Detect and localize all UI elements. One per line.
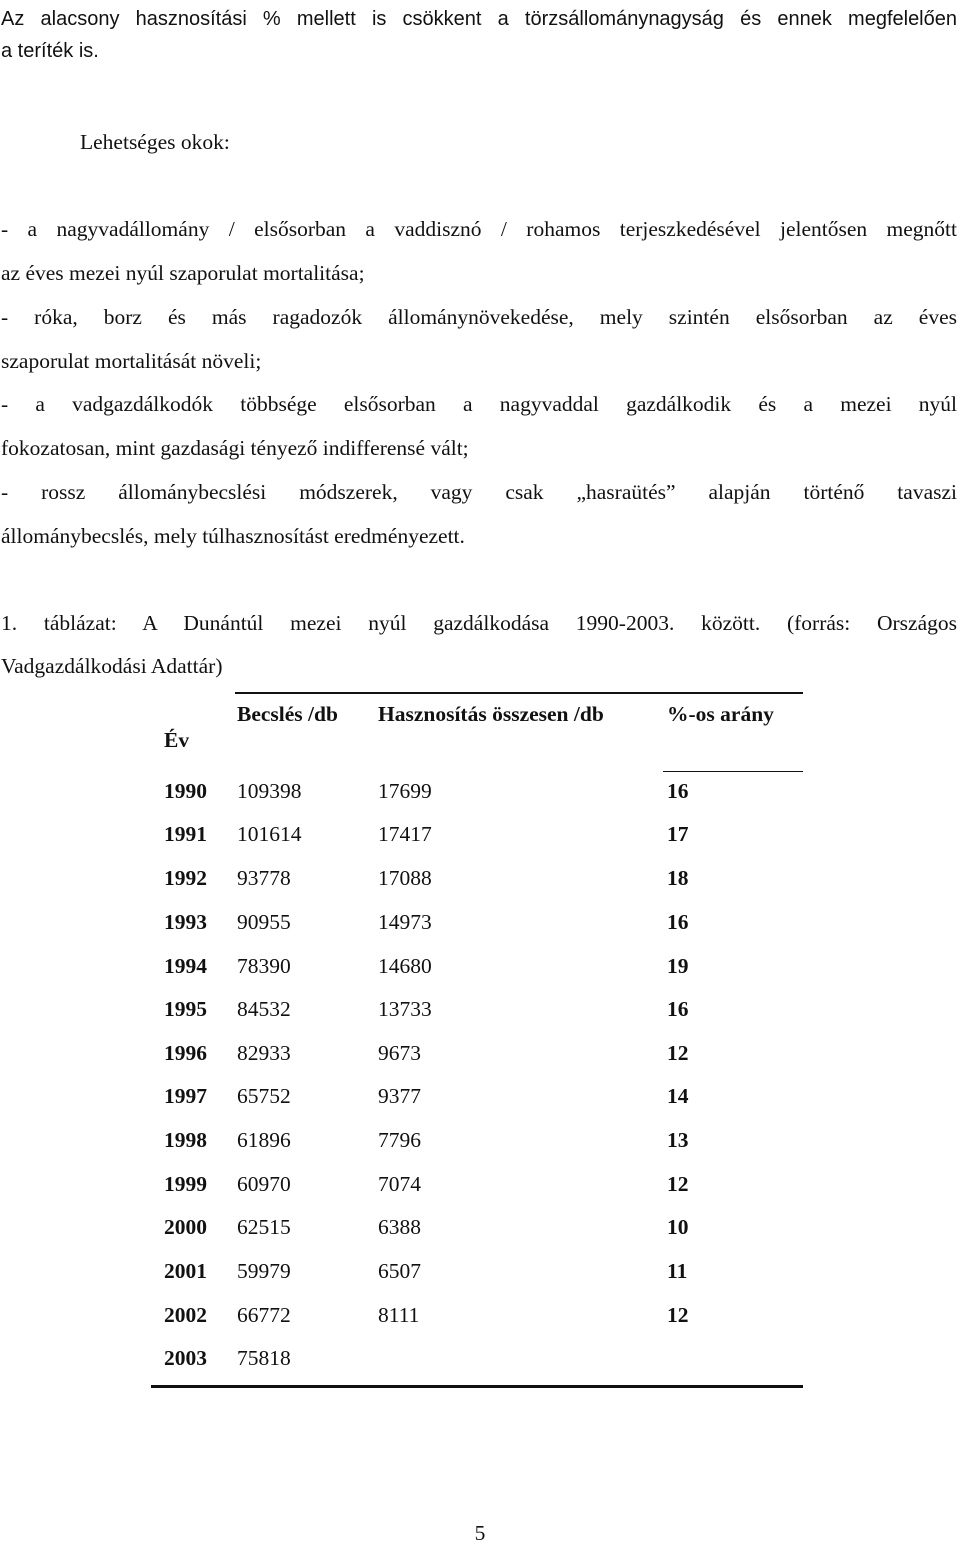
- cell-percent: 11: [667, 1259, 688, 1283]
- cell-year: 2002: [164, 1303, 207, 1327]
- cell-percent: 13: [667, 1128, 689, 1152]
- cell-estimate: 66772: [237, 1303, 291, 1327]
- cell-estimate: 82933: [237, 1041, 291, 1065]
- cell-harvest: 13733: [378, 997, 432, 1021]
- reason-2-line-2: szaporulat mortalitását növeli;: [1, 349, 262, 373]
- reason-4-line-2: állománybecslés, mely túlhasznosítást eredményezett.: [1, 524, 465, 548]
- cell-estimate: 59979: [237, 1259, 291, 1283]
- cell-harvest: 7796: [378, 1128, 421, 1152]
- cell-year: 1993: [164, 910, 207, 934]
- cell-year: 1992: [164, 866, 207, 890]
- cell-harvest: 17417: [378, 822, 432, 846]
- header-year: Év: [164, 728, 190, 752]
- cell-percent: 18: [667, 866, 689, 890]
- cell-percent: 16: [667, 910, 689, 934]
- cell-harvest: 14680: [378, 954, 432, 978]
- cell-estimate: 84532: [237, 997, 291, 1021]
- header-estimate: Becslés /db: [237, 702, 338, 726]
- cell-percent: 14: [667, 1084, 689, 1108]
- reasons-heading: Lehetséges okok:: [80, 130, 230, 154]
- cell-harvest: 7074: [378, 1172, 421, 1196]
- cell-estimate: 65752: [237, 1084, 291, 1108]
- cell-year: 2000: [164, 1215, 207, 1239]
- reason-4-line-1: - rossz állománybecslési módszerek, vagy csak „hasraütés” alapján történő tavaszi: [1, 480, 957, 504]
- cell-percent: 16: [667, 779, 689, 803]
- header-percent: %-os arány: [667, 702, 774, 726]
- reason-2-line-1: - róka, borz és más ragadozók állománynövekedése, mely szintén elsősorban az éves: [1, 305, 957, 329]
- table-caption-line-2: Vadgazdálkodási Adattár): [1, 654, 223, 678]
- cell-year: 1990: [164, 779, 207, 803]
- cell-harvest: 6388: [378, 1215, 421, 1239]
- cell-estimate: 90955: [237, 910, 291, 934]
- cell-harvest: 8111: [378, 1303, 420, 1327]
- cell-year: 1999: [164, 1172, 207, 1196]
- cell-estimate: 109398: [237, 779, 302, 803]
- table-bottom-rule: [151, 1385, 803, 1388]
- cell-estimate: 75818: [237, 1346, 291, 1370]
- cell-year: 1996: [164, 1041, 207, 1065]
- intro-line-1: Az alacsony hasznosítási % mellett is csökkent a törzsállománynagyság és ennek megfelelően: [1, 8, 957, 30]
- reason-3-line-2: fokozatosan, mint gazdasági tényező indifferensé vált;: [1, 436, 469, 460]
- cell-percent: 10: [667, 1215, 689, 1239]
- cell-year: 1994: [164, 954, 207, 978]
- cell-percent: 16: [667, 997, 689, 1021]
- table-caption-line-1: 1. táblázat: A Dunántúl mezei nyúl gazdálkodása 1990-2003. között. (forrás: Országos: [1, 611, 957, 635]
- cell-year: 1991: [164, 822, 207, 846]
- cell-estimate: 60970: [237, 1172, 291, 1196]
- cell-year: 1997: [164, 1084, 207, 1108]
- table-header-rule: [663, 771, 803, 772]
- reason-1-line-1: - a nagyvadállomány / elsősorban a vaddisznó / rohamos terjeszkedésével jelentősen megnőtt: [1, 217, 957, 241]
- cell-percent: 12: [667, 1303, 689, 1327]
- cell-percent: 17: [667, 822, 689, 846]
- cell-harvest: 9673: [378, 1041, 421, 1065]
- cell-percent: 12: [667, 1172, 689, 1196]
- cell-estimate: 78390: [237, 954, 291, 978]
- cell-estimate: 62515: [237, 1215, 291, 1239]
- reason-1-line-2: az éves mezei nyúl szaporulat mortalitása;: [1, 261, 365, 285]
- cell-harvest: 6507: [378, 1259, 421, 1283]
- cell-year: 2003: [164, 1346, 207, 1370]
- page-number: 5: [474, 1521, 486, 1545]
- reason-3-line-1: - a vadgazdálkodók többsége elsősorban a nagyvaddal gazdálkodik és a mezei nyúl: [1, 392, 957, 416]
- cell-harvest: 14973: [378, 910, 432, 934]
- header-harvest: Hasznosítás összesen /db: [378, 702, 604, 726]
- cell-percent: 19: [667, 954, 689, 978]
- intro-line-2: a teríték is.: [1, 40, 99, 62]
- cell-year: 1995: [164, 997, 207, 1021]
- cell-year: 2001: [164, 1259, 207, 1283]
- cell-harvest: 17699: [378, 779, 432, 803]
- cell-percent: 12: [667, 1041, 689, 1065]
- cell-harvest: 17088: [378, 866, 432, 890]
- cell-estimate: 61896: [237, 1128, 291, 1152]
- table-top-rule: [235, 692, 803, 694]
- cell-year: 1998: [164, 1128, 207, 1152]
- cell-estimate: 101614: [237, 822, 302, 846]
- cell-estimate: 93778: [237, 866, 291, 890]
- cell-harvest: 9377: [378, 1084, 421, 1108]
